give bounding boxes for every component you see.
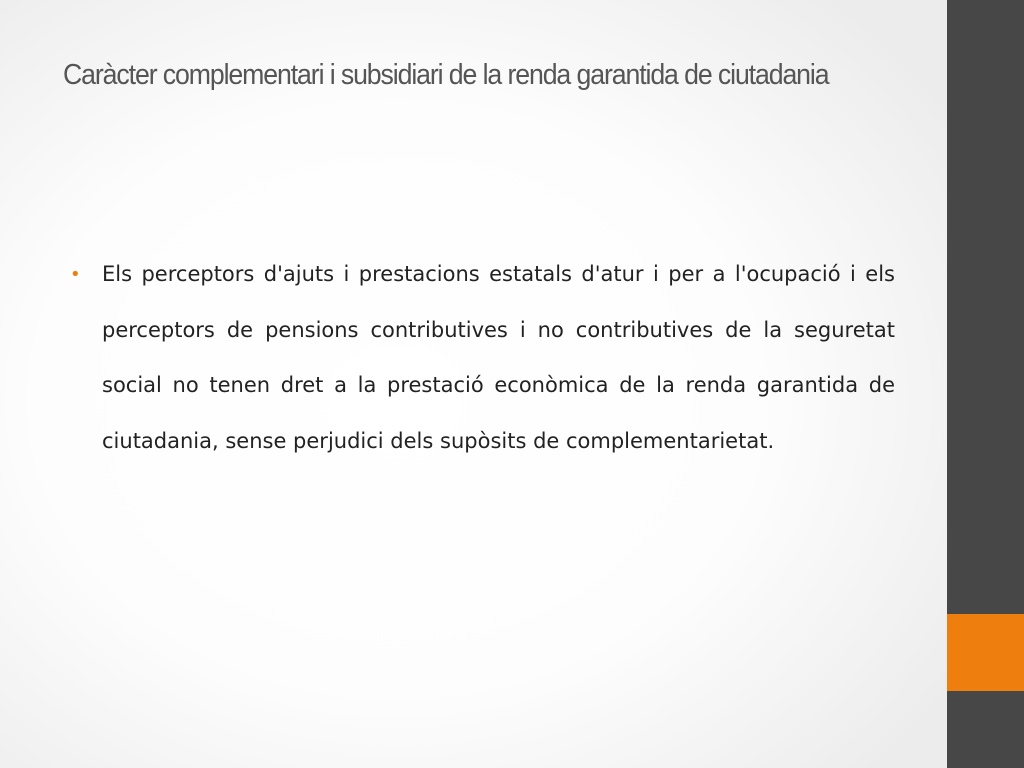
bullet-text: Els perceptors d'ajuts i prestacions estatals d'atur i per a l'ocupació i els perceptors de pensions contributives i no contributives de la seguretat social no tenen dret a la prestació econòmica de la renda garantida de ciutadania, sense perjudici dels supòsits de complementarietat.: [102, 262, 895, 453]
bullet-list: [70, 247, 895, 469]
bullet-item: [70, 247, 895, 469]
slide-title: Caràcter complementari i subsidiari de la renda garantida de ciutadania: [63, 59, 829, 91]
bullet-marker: •: [70, 264, 81, 285]
decorative-accent-block: [947, 614, 1024, 691]
